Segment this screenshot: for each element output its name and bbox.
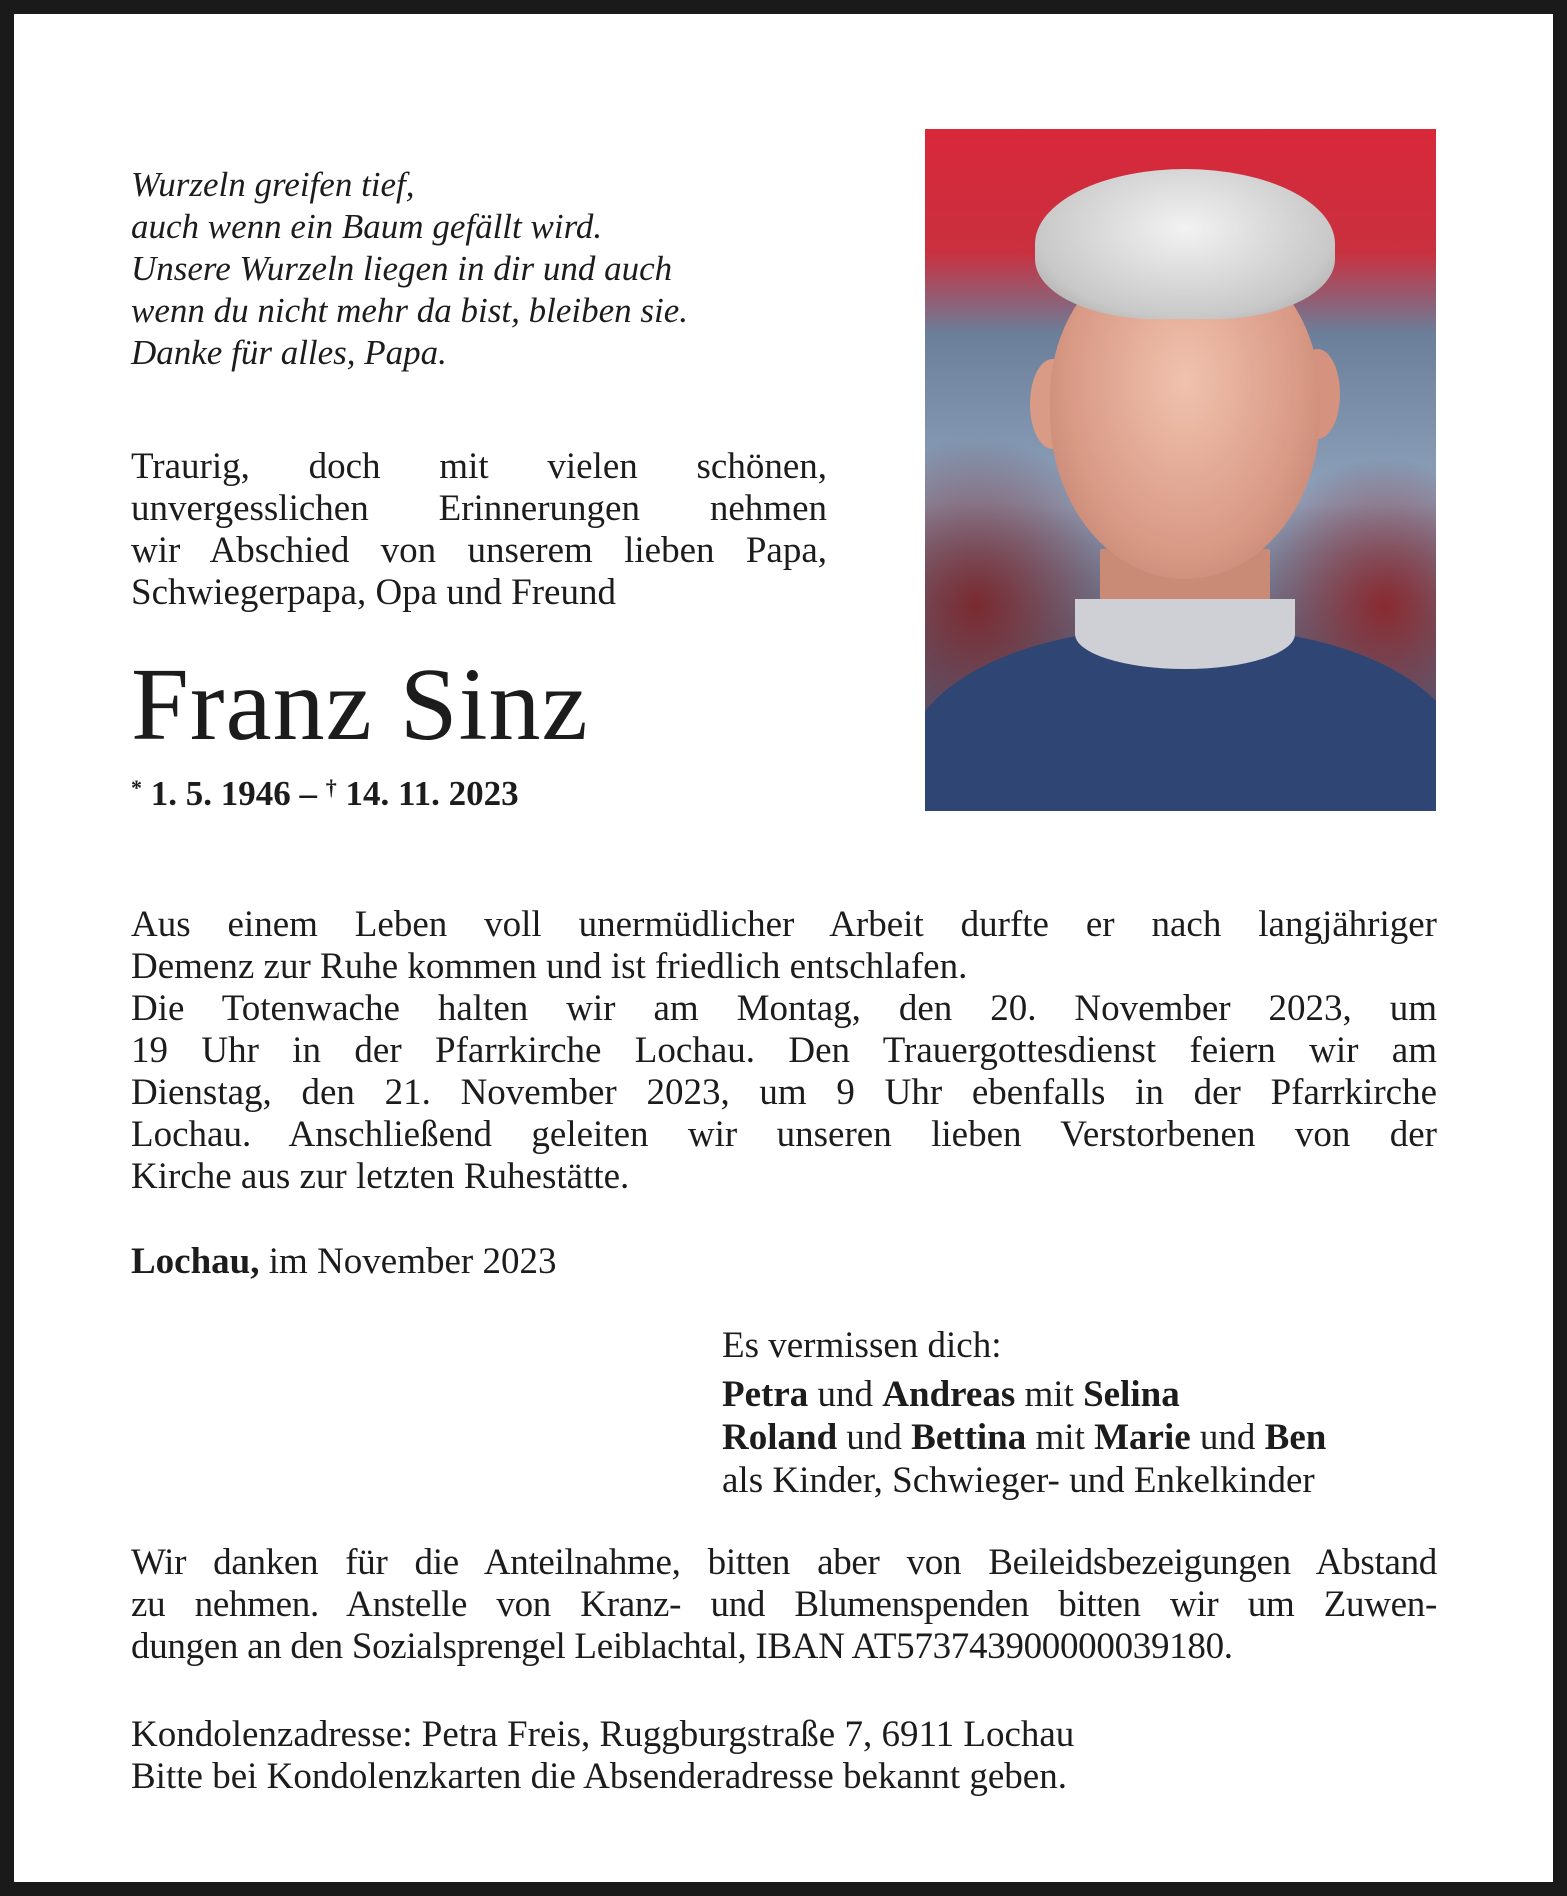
intro-line: Schwiegerpapa, Opa und Freund (131, 572, 616, 613)
intro-line: unvergesslichen Erinnerungen nehmen (131, 488, 827, 529)
poem-line: wenn du nicht mehr da bist, bleiben sie. (131, 291, 689, 330)
date-separator: – (290, 774, 326, 813)
life-dates (131, 774, 519, 814)
body-line: Kirche aus zur letzten Ruhestätte. (131, 1156, 630, 1197)
poem (131, 164, 771, 374)
place-date (131, 1240, 557, 1283)
obituary-page (14, 14, 1553, 1882)
thanks-text (131, 1542, 1437, 1668)
mourner-name: Roland (722, 1417, 838, 1458)
body-line: Die Totenwache halten wir am Montag, den 20. November 2023, um (131, 988, 1437, 1029)
poem-line: Unsere Wurzeln liegen in dir und auch (131, 249, 673, 288)
thanks-line: dungen an den Sozialsprengel Leiblachtal, IBAN AT573743900000039180. (131, 1626, 1233, 1667)
mourner-name: Ben (1264, 1417, 1327, 1458)
body-line: Aus einem Leben voll unermüdlicher Arbeit durfte er nach langjähriger (131, 904, 1437, 945)
mourner-name: Petra (722, 1374, 809, 1415)
thanks-line: zu nehmen. Anstelle von Kranz- und Blumenspenden bitten wir um Zuwen- (131, 1584, 1437, 1625)
mourners-relation: als Kinder, Schwieger- und Enkelkinder (722, 1460, 1315, 1501)
mourners-line: Roland und Bettina mit Marie und Ben (722, 1417, 1327, 1458)
mourner-name: Andreas (882, 1374, 1016, 1415)
birth-date: 1. 5. 1946 (150, 774, 291, 813)
thanks-line: Wir danken für die Anteilnahme, bitten aber von Beileidsbezeigungen Abstand (131, 1542, 1437, 1583)
condolence-line: Bitte bei Kondolenzkarten die Absenderadresse bekannt geben. (131, 1756, 1067, 1797)
body-line: Demenz zur Ruhe kommen und ist friedlich entschlafen. (131, 946, 968, 987)
place-month: im November 2023 (259, 1241, 557, 1282)
intro-text (131, 446, 827, 614)
mourner-name: Bettina (911, 1417, 1027, 1458)
intro-line: Traurig, doch mit vielen schönen, (131, 446, 827, 487)
portrait-photo (925, 129, 1436, 811)
condolence-address (131, 1714, 1074, 1798)
poem-line: Danke für alles, Papa. (131, 333, 447, 372)
body-line: Lochau. Anschließend geleiten wir unseren lieben Verstorbenen von der (131, 1114, 1437, 1155)
funeral-details (131, 904, 1437, 1198)
body-line: Dienstag, den 21. November 2023, um 9 Uhr ebenfalls in der Pfarrkirche (131, 1072, 1437, 1113)
poem-line: auch wenn ein Baum gefällt wird. (131, 207, 603, 246)
body-line: 19 Uhr in der Pfarrkirche Lochau. Den Trauergottesdienst feiern wir am (131, 1030, 1437, 1071)
place-city: Lochau, (131, 1241, 260, 1282)
death-symbol: † (325, 775, 337, 800)
mourners-heading: Es vermissen dich: (722, 1325, 1002, 1366)
poem-line: Wurzeln greifen tief, (131, 165, 415, 204)
deceased-name: Franz Sinz (131, 647, 589, 762)
mourners (722, 1324, 1326, 1502)
mourner-name: Marie (1094, 1417, 1191, 1458)
mourner-name: Selina (1083, 1374, 1180, 1415)
intro-line: wir Abschied von unserem lieben Papa, (131, 530, 827, 571)
mourners-line: Petra und Andreas mit Selina (722, 1374, 1180, 1415)
birth-symbol: * (131, 775, 142, 800)
condolence-line: Kondolenzadresse: Petra Freis, Ruggburgstraße 7, 6911 Lochau (131, 1714, 1075, 1755)
death-date: 14. 11. 2023 (345, 774, 519, 813)
